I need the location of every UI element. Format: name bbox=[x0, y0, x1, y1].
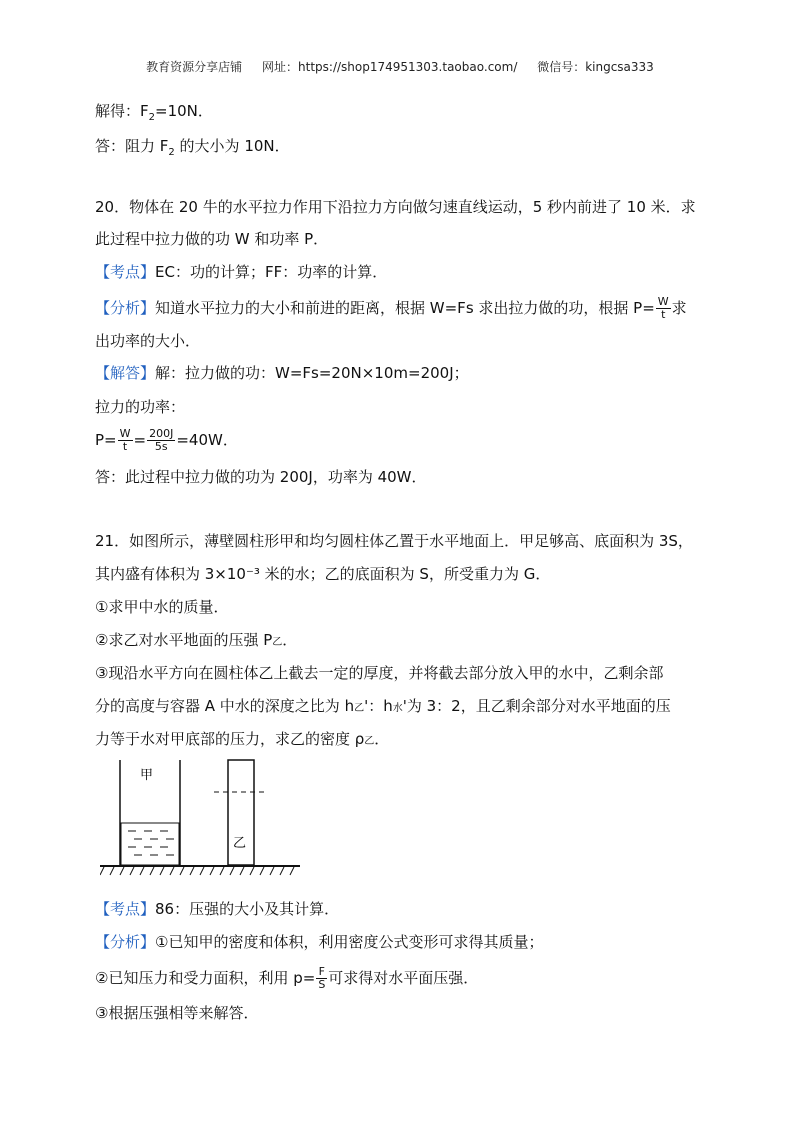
q20-power-formula bbox=[95, 428, 238, 453]
part-3-3-a: 力等于水对甲底部的压力，求乙的密度 ρ bbox=[95, 730, 365, 748]
part-3-3-b: ． bbox=[374, 730, 390, 748]
fenxi-fraction bbox=[656, 296, 671, 321]
fenxi-tag: 【分析】 bbox=[95, 299, 156, 317]
fenxi-2-frac bbox=[316, 966, 327, 991]
q21-fenxi-3: ③根据压强相等来解答． bbox=[95, 1004, 259, 1022]
frac-numerator: W bbox=[657, 295, 669, 308]
frac-numerator: F bbox=[316, 966, 327, 979]
part-3-c: '为 3：2，且乙剩余部分对水平地面的压 bbox=[402, 697, 671, 715]
kaodian-text: EC：功的计算；FF：功率的计算． bbox=[155, 263, 388, 281]
part-2-prefix: ②求乙对水平地面的压强 P bbox=[95, 631, 273, 649]
frac-denominator: 5s bbox=[154, 440, 168, 453]
q21-part-1: ①求甲中水的质量． bbox=[95, 598, 229, 616]
frac-denominator: S bbox=[318, 978, 326, 991]
q19-answer-line bbox=[95, 135, 290, 164]
q19-answer-prefix: 答：阻力 F bbox=[95, 137, 169, 155]
q19-solve-line bbox=[95, 100, 213, 129]
q20-power-label: 拉力的功率： bbox=[95, 398, 186, 416]
part-2-sub: 乙 bbox=[272, 637, 283, 648]
q21-part-2 bbox=[95, 629, 297, 654]
page-header bbox=[0, 58, 800, 75]
q19-answer-suffix: 的大小为 10N． bbox=[174, 137, 290, 155]
power-suffix: =40W． bbox=[176, 431, 238, 449]
q20-stem-2: 此过程中拉力做的功 W 和功率 P． bbox=[95, 230, 329, 248]
q20-kaodian-line bbox=[95, 261, 387, 283]
label-yi: 乙 bbox=[233, 836, 247, 851]
shop-name: 教育资源分享店铺 bbox=[146, 60, 243, 74]
fenxi-2-prefix: ②已知压力和受力面积，利用 p= bbox=[95, 969, 316, 987]
power-prefix: P= bbox=[95, 431, 117, 449]
part-3-3-sub: 乙 bbox=[364, 736, 375, 747]
frac-numerator: W bbox=[119, 427, 131, 440]
q20-fenxi-line bbox=[95, 296, 687, 321]
q21-part-3-3 bbox=[95, 728, 389, 753]
power-frac-2 bbox=[147, 428, 175, 453]
q20-jieda-line bbox=[95, 362, 469, 384]
q21-stem-1: 21．如图所示，薄壁圆柱形甲和均匀圆柱体乙置于水平地面上．甲足够高、底面积为 3S， bbox=[95, 532, 693, 550]
label-jia: 甲 bbox=[140, 768, 154, 783]
jieda-text: 解：拉力做的功：W=Fs=20N×10m=200J； bbox=[155, 364, 469, 382]
jieda-tag: 【解答】 bbox=[95, 364, 156, 382]
q20-fenxi-cont: 出功率的大小． bbox=[95, 332, 201, 350]
part-3-a: 分的高度与容器 A 中水的深度之比为 h bbox=[95, 697, 355, 715]
part-3-sub-1: 乙 bbox=[354, 703, 365, 714]
power-eq: = bbox=[133, 431, 147, 449]
wechat-id: 微信号：kingcsa333 bbox=[537, 60, 654, 74]
fenxi-1: ①已知甲的密度和体积，利用密度公式变形可求得其质量； bbox=[155, 933, 544, 951]
fenxi-text-2: 求 bbox=[671, 299, 687, 317]
water-region bbox=[121, 823, 179, 865]
fenxi-text-1: 知道水平拉力的大小和前进的距离，根据 W=Fs 求出拉力做的功，根据 P= bbox=[155, 299, 655, 317]
power-frac-1 bbox=[118, 428, 133, 453]
kaodian-tag: 【考点】 bbox=[95, 263, 156, 281]
part-2-suffix: ． bbox=[282, 631, 298, 649]
ground-hatch bbox=[100, 867, 294, 875]
q21-stem-2: 其内盛有体积为 3×10⁻³ 米的水；乙的底面积为 S，所受重力为 G． bbox=[95, 565, 551, 583]
kaodian-text: 86：压强的大小及其计算． bbox=[155, 900, 340, 918]
fenxi-2-suffix: 可求得对水平面压强． bbox=[328, 969, 479, 987]
q20-stem-1: 20．物体在 20 牛的水平拉力作用下沿拉力方向做匀速直线运动，5 秒内前进了 10 米．求 bbox=[95, 198, 696, 216]
q21-part-3-1: ③现沿水平方向在圆柱体乙上截去一定的厚度，并将截去部分放入甲的水中，乙剩余部 bbox=[95, 664, 664, 682]
q19-solve-suffix: =10N． bbox=[155, 102, 213, 120]
kaodian-tag: 【考点】 bbox=[95, 900, 156, 918]
q19-solve-sub: 2 bbox=[148, 112, 156, 123]
q21-kaodian-line bbox=[95, 898, 339, 920]
cylinders-figure bbox=[100, 755, 300, 885]
q21-fenxi-2 bbox=[95, 966, 478, 991]
shop-url: 网址：https://shop174951303.taobao.com/ bbox=[262, 60, 518, 74]
fenxi-tag: 【分析】 bbox=[95, 933, 156, 951]
q21-part-3-2 bbox=[95, 695, 671, 720]
part-3-b: '：h bbox=[364, 697, 393, 715]
frac-denominator: t bbox=[122, 440, 128, 453]
q19-answer-sub: 2 bbox=[168, 147, 175, 158]
q19-solve-prefix: 解得：F bbox=[95, 102, 149, 120]
frac-denominator: t bbox=[661, 308, 666, 321]
frac-numerator: 200J bbox=[149, 427, 174, 440]
part-3-sub-2: 水 bbox=[392, 703, 403, 714]
q20-answer: 答：此过程中拉力做的功为 200J，功率为 40W． bbox=[95, 468, 427, 486]
q21-fenxi-line bbox=[95, 931, 543, 953]
